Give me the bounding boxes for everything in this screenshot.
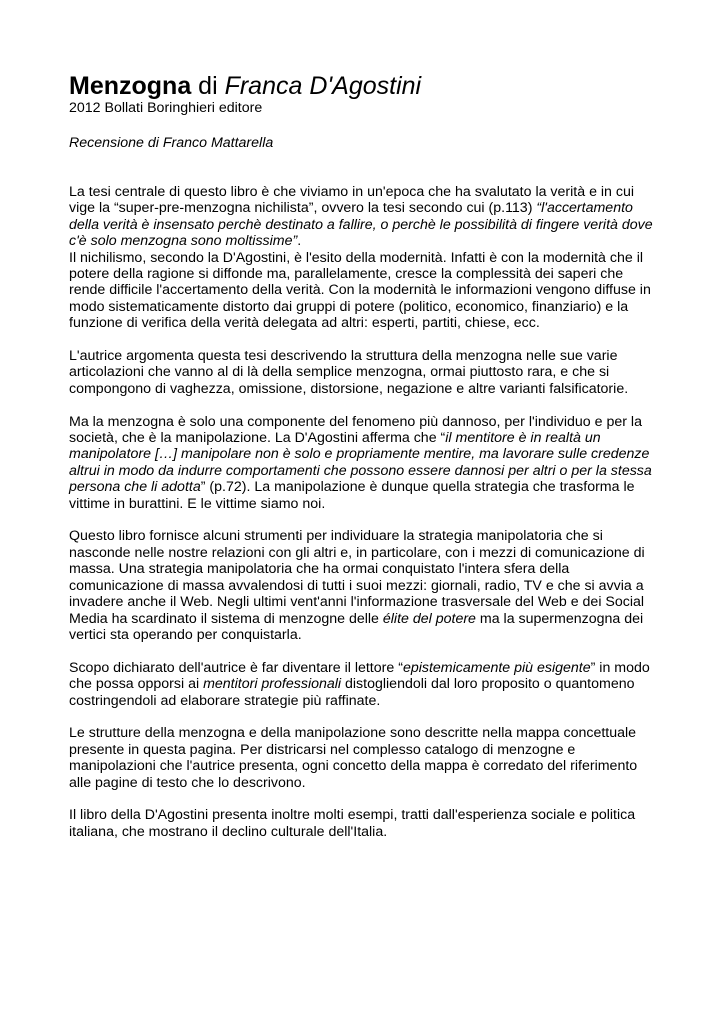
- paragraph-concept-map: [69, 725, 659, 791]
- paragraph-text: ” (p.72). La manipolazione è dunque quella strategia che trasforma le vittime in burattini. E le vittime siamo noi.: [69, 479, 635, 512]
- paragraph-purpose: [69, 660, 659, 709]
- paragraph-text: Ma la menzogna è solo una componente del fenomeno più dannoso, per l'individuo e per la società, che è la manipolazione. La D'Agostini afferma che “: [69, 413, 642, 447]
- paragraph-text: distogliendoli dal loro proposito o quantomeno costringendoli ad elaborare strategie più raffinate.: [69, 676, 635, 709]
- paragraph-text: L'autrice argomenta questa tesi descrivendo la struttura della menzogna nelle sue varie articolazioni che vanno al di là della semplice menzogna, ormai piuttosto rara, e che si compongono di vaghezza, omissione, distorsione, negazione e altre varianti falsificatorie.: [69, 348, 629, 397]
- paragraph-nihilism: [69, 250, 659, 332]
- quote-text: il mentitore è in realtà un manipolatore […] manipolare non è solo e propriamente mentire, ma lavorare sulle credenze altrui in modo da indurre comportamenti che possono essere dannosi per altri o per la stessa persona che li adotta: [69, 430, 652, 496]
- emphasis-text: epistemicamente più esigente: [402, 659, 591, 676]
- paragraph-manipulation: [69, 414, 659, 512]
- paragraph-thesis: [69, 184, 659, 250]
- paragraph-structure: [69, 348, 659, 397]
- emphasis-text: élite del potere: [382, 610, 476, 627]
- document-page: [69, 72, 659, 857]
- paragraph-text: ma la supermenzogna dei vertici sta operando per conquistarla.: [69, 610, 644, 643]
- paragraph-tools: [69, 528, 659, 643]
- book-author: Franca D'Agostini: [224, 72, 422, 100]
- reviewer-line: Recensione di Franco Mattarella: [69, 135, 274, 151]
- book-title: Menzogna: [69, 72, 192, 100]
- paragraph-text: Questo libro fornisce alcuni strumenti per individuare la strategia manipolatoria che si nasconde nelle nostre relazioni con gli altri e, in particolare, con i mezzi di comunicazione di massa. Una strategia manipolatoria che ha ormai conquistato l'intera sfera della comunicazione di massa avvalendosi di tutti i suoi mezzi: giornali, radio, TV e che si avvia a invadere anche il Web. Negli ultimi vent'anni l'informazione trasversale del Web e dei Social Media ha scardinato il sistema di menzogne delle: [69, 528, 645, 627]
- paragraph-text: Scopo dichiarato dell'autrice è far diventare il lettore “: [69, 659, 403, 676]
- paragraph-text: ” in modo che possa opporsi ai: [69, 659, 650, 693]
- paragraph-examples: [69, 807, 659, 840]
- emphasis-text: mentitori professionali: [203, 676, 342, 693]
- paragraph-text: .: [297, 233, 302, 250]
- quote-text: “l'accertamento della verità è insensato perchè destinato a fallire, o perchè le possibilità di fingere verità dove c'è solo menzogna sono moltissime”: [69, 200, 653, 250]
- paragraph-text: La tesi centrale di questo libro è che viviamo in un'epoca che ha svalutato la verità e in cui vige la “super-pre-menzogna nichilista”, ovvero la tesi secondo cui (p.113): [69, 184, 635, 217]
- page-title: [69, 72, 659, 100]
- title-connector: di: [191, 72, 225, 100]
- paragraph-text: Il libro della D'Agostini presenta inoltre molti esempi, tratti dall'esperienza sociale e politica italiana, che mostrano il declino culturale dell'Italia.: [69, 807, 636, 840]
- paragraph-text: Il nichilismo, secondo la D'Agostini, è l'esito della modernità. Infatti è con la modernità che il potere della ragione si diffonde ma, parallelamente, cresce la complessità dei saperi che rende difficile l'accertamento della verità. Con la modernità le informazioni vengono diffuse in modo sistematicamente distorto dai gruppi di potere (politico, economico, finanziario) e la funzione di verifica della verità delegata ad altri: esperti, partiti, chiese, ecc.: [69, 249, 651, 332]
- review-body: [69, 184, 659, 840]
- publisher-line: 2012 Bollati Boringhieri editore: [69, 100, 263, 116]
- paragraph-text: Le strutture della menzogna e della manipolazione sono descritte nella mappa concettuale presente in questa pagina. Per districarsi nel complesso catalogo di menzogne e manipolazioni che l'autrice presenta, ogni concetto della mappa è corredato del riferimento alle pagine di testo che lo descrivono.: [69, 725, 638, 791]
